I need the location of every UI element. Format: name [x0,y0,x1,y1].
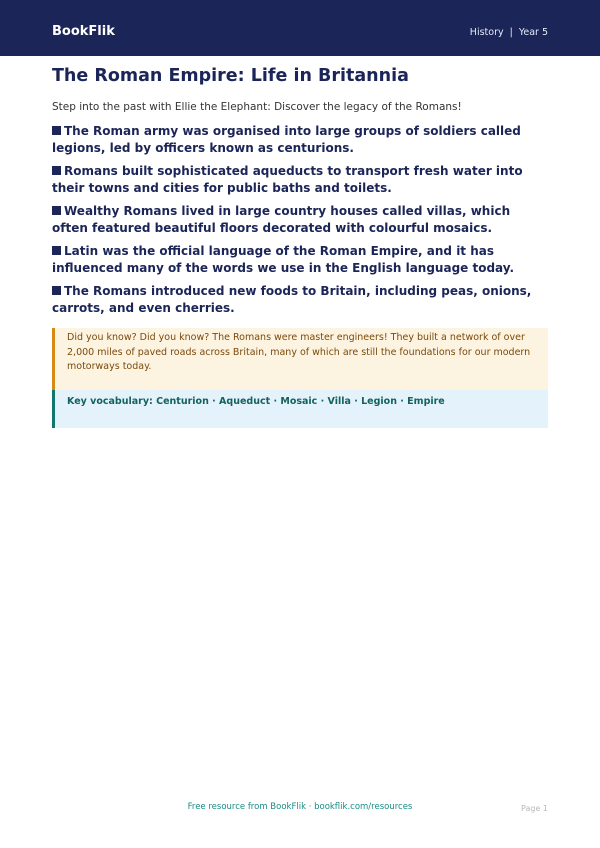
brand-logo[interactable]: BookFlik [52,24,115,39]
square-bullet-icon [52,246,61,255]
breadcrumb-subject: History [469,27,504,38]
fact-item [52,243,548,277]
fact-item [52,163,548,197]
fact-text: The Romans introduced new foods to Britain, including peas, onions, carrots, and even cherries. [52,284,532,315]
breadcrumb-separator: | [509,27,513,38]
square-bullet-icon [52,126,61,135]
fact-item [52,203,548,237]
intro-text: Step into the past with Ellie the Elephant: Discover the legacy of the Romans! [52,101,462,113]
page-number: Page 1 [521,804,548,813]
footer-resource-link[interactable]: Free resource from BookFlik · bookflik.com/resources [187,802,413,812]
fact-list [52,123,548,323]
square-bullet-icon [52,286,61,295]
fact-item [52,123,548,157]
key-vocabulary-box: Key vocabulary: Centurion · Aqueduct · Mosaic · Villa · Legion · Empire [52,390,548,428]
page-title: The Roman Empire: Life in Britannia [52,66,409,86]
square-bullet-icon [52,166,61,175]
fact-text: Wealthy Romans lived in large country houses called villas, which often featured beautiful floors decorated with colourful mosaics. [52,204,511,235]
breadcrumb-year: Year 5 [518,27,548,38]
breadcrumb [470,27,548,39]
fact-text: Romans built sophisticated aqueducts to transport fresh water into their towns and cities for public baths and toilets. [52,164,523,195]
square-bullet-icon [52,206,61,215]
fact-item [52,283,548,317]
did-you-know-callout: Did you know? Did you know? The Romans were master engineers! They built a network of over 2,000 miles of paved roads across Britain, many of which are still the foundations for our modern motorways today. [52,328,548,390]
fact-text: Latin was the official language of the Roman Empire, and it has influenced many of the words we use in the English language today. [52,244,515,275]
fact-text: The Roman army was organised into large groups of soldiers called legions, led by officers known as centurions. [52,124,521,155]
header-bar [0,0,600,56]
